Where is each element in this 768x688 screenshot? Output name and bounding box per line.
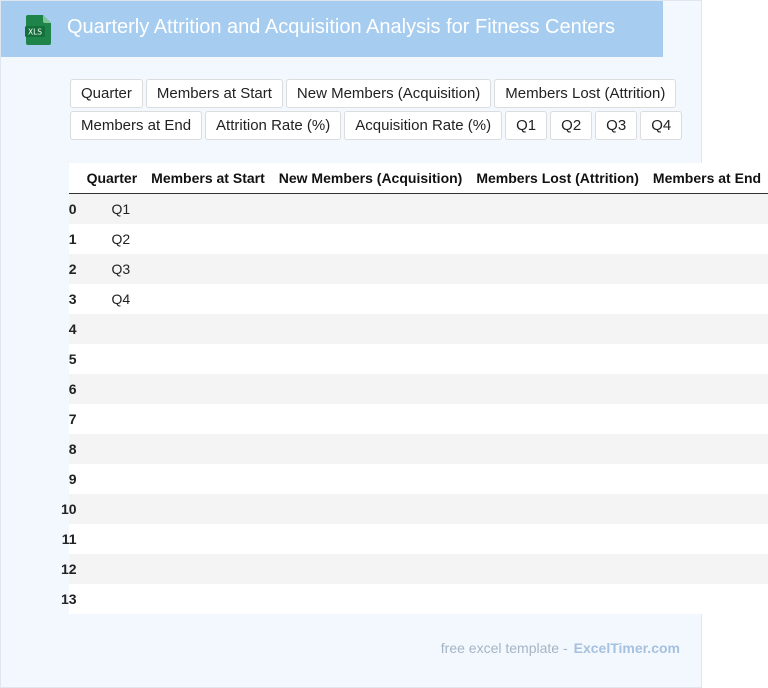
table-cell (144, 404, 272, 434)
chip-button[interactable]: Members at Start (146, 79, 283, 108)
table-cell (469, 374, 646, 404)
table-cell (144, 464, 272, 494)
table-cell (272, 224, 470, 254)
table-cell (646, 374, 768, 404)
table-cell (272, 284, 470, 314)
table-cell (646, 284, 768, 314)
table-cell (646, 524, 768, 554)
row-index: 0 (69, 194, 80, 225)
xls-icon-label: XLS (27, 27, 43, 37)
row-index: 1 (69, 224, 80, 254)
chip-button[interactable]: Q3 (595, 111, 637, 140)
column-header: New Members (Acquisition) (272, 163, 470, 194)
chip-button[interactable]: Q2 (550, 111, 592, 140)
quarter-cell (80, 464, 145, 494)
table-cell (272, 254, 470, 284)
table-cell (469, 344, 646, 374)
header-bar (1, 1, 663, 57)
table-row[interactable] (69, 524, 768, 554)
row-index: 10 (69, 494, 80, 524)
chip-button[interactable]: Q4 (640, 111, 682, 140)
table-row[interactable] (69, 374, 768, 404)
table-row[interactable] (69, 254, 768, 284)
quarter-cell: Q1 (80, 194, 145, 225)
column-header: Members Lost (Attrition) (469, 163, 646, 194)
table-cell (272, 464, 470, 494)
quarter-cell (80, 404, 145, 434)
table-cell (144, 194, 272, 225)
table-cell (144, 524, 272, 554)
table-row[interactable] (69, 224, 768, 254)
table-cell (646, 584, 768, 614)
row-index: 11 (69, 524, 80, 554)
table-cell (144, 314, 272, 344)
table-cell (646, 314, 768, 344)
quarter-cell (80, 584, 145, 614)
quarter-cell: Q4 (80, 284, 145, 314)
table-cell (272, 584, 470, 614)
quarter-cell: Q2 (80, 224, 145, 254)
table-cell (144, 284, 272, 314)
footer-credit (441, 640, 680, 656)
table-row[interactable] (69, 434, 768, 464)
table-cell (144, 584, 272, 614)
table-cell (646, 194, 768, 225)
quarter-cell: Q3 (80, 254, 145, 284)
table-cell (469, 554, 646, 584)
table-row[interactable] (69, 344, 768, 374)
excel-file-icon (25, 15, 51, 45)
row-index: 4 (69, 314, 80, 344)
row-index: 2 (69, 254, 80, 284)
table-row[interactable] (69, 464, 768, 494)
table-cell (469, 404, 646, 434)
chip-row-1 (70, 79, 690, 108)
row-index: 7 (69, 404, 80, 434)
quarter-cell (80, 344, 145, 374)
table-cell (144, 374, 272, 404)
table-cell (272, 344, 470, 374)
chip-button[interactable]: Members Lost (Attrition) (494, 79, 676, 108)
quarter-cell (80, 434, 145, 464)
table-row[interactable] (69, 494, 768, 524)
table-cell (469, 434, 646, 464)
row-index: 5 (69, 344, 80, 374)
table-cell (469, 584, 646, 614)
quarter-cell (80, 494, 145, 524)
chip-button[interactable]: Members at End (70, 111, 202, 140)
table-cell (469, 494, 646, 524)
quarter-cell (80, 314, 145, 344)
table-cell (469, 524, 646, 554)
data-table (61, 163, 768, 614)
table-cell (144, 224, 272, 254)
table-row[interactable] (69, 584, 768, 614)
footer-brand-link[interactable]: ExcelTimer.com (573, 640, 680, 656)
table-cell (469, 464, 646, 494)
table-cell (646, 464, 768, 494)
table-cell (144, 434, 272, 464)
row-index: 9 (69, 464, 80, 494)
table-row[interactable] (69, 554, 768, 584)
table-cell (469, 224, 646, 254)
chip-button[interactable]: Acquisition Rate (%) (344, 111, 502, 140)
table-cell (646, 224, 768, 254)
page-title: Quarterly Attrition and Acquisition Analysis for Fitness Centers (67, 16, 616, 38)
table-cell (646, 434, 768, 464)
column-header: Members at Start (144, 163, 272, 194)
table-cell (272, 524, 470, 554)
table-cell (272, 554, 470, 584)
table-cell (272, 374, 470, 404)
table-cell (469, 314, 646, 344)
chip-button[interactable]: Q1 (505, 111, 547, 140)
table-cell (272, 434, 470, 464)
table-cell (144, 554, 272, 584)
row-index: 3 (69, 284, 80, 314)
table-cell (272, 194, 470, 225)
table-cell (144, 344, 272, 374)
quarter-cell (80, 374, 145, 404)
chip-button[interactable]: New Members (Acquisition) (286, 79, 491, 108)
table-row[interactable] (69, 404, 768, 434)
quarter-cell (80, 554, 145, 584)
table-cell (469, 254, 646, 284)
footer-text: free excel template - (440, 640, 568, 656)
column-header: Members at End (646, 163, 768, 194)
table-cell (646, 404, 768, 434)
table-row[interactable] (69, 284, 768, 314)
table-cell (144, 494, 272, 524)
index-header (69, 163, 80, 194)
chip-row-2 (70, 111, 690, 140)
chip-button[interactable]: Attrition Rate (%) (205, 111, 341, 140)
table-cell (272, 494, 470, 524)
chip-button[interactable]: Quarter (70, 79, 143, 108)
table-header-row (69, 163, 768, 194)
column-chips (70, 79, 690, 143)
table-body (61, 194, 768, 615)
table-cell (646, 254, 768, 284)
row-index: 8 (69, 434, 80, 464)
row-index: 12 (69, 554, 80, 584)
row-index: 13 (69, 584, 80, 614)
row-index: 6 (69, 374, 80, 404)
quarter-cell (80, 524, 145, 554)
table-cell (646, 344, 768, 374)
table-cell (646, 554, 768, 584)
table-row[interactable] (69, 194, 768, 225)
data-table-container[interactable] (61, 163, 762, 614)
table-cell (272, 314, 470, 344)
column-header: Quarter (80, 163, 145, 194)
table-cell (272, 404, 470, 434)
table-cell (469, 284, 646, 314)
table-cell (144, 254, 272, 284)
table-row[interactable] (69, 314, 768, 344)
table-cell (469, 194, 646, 225)
table-cell (646, 494, 768, 524)
